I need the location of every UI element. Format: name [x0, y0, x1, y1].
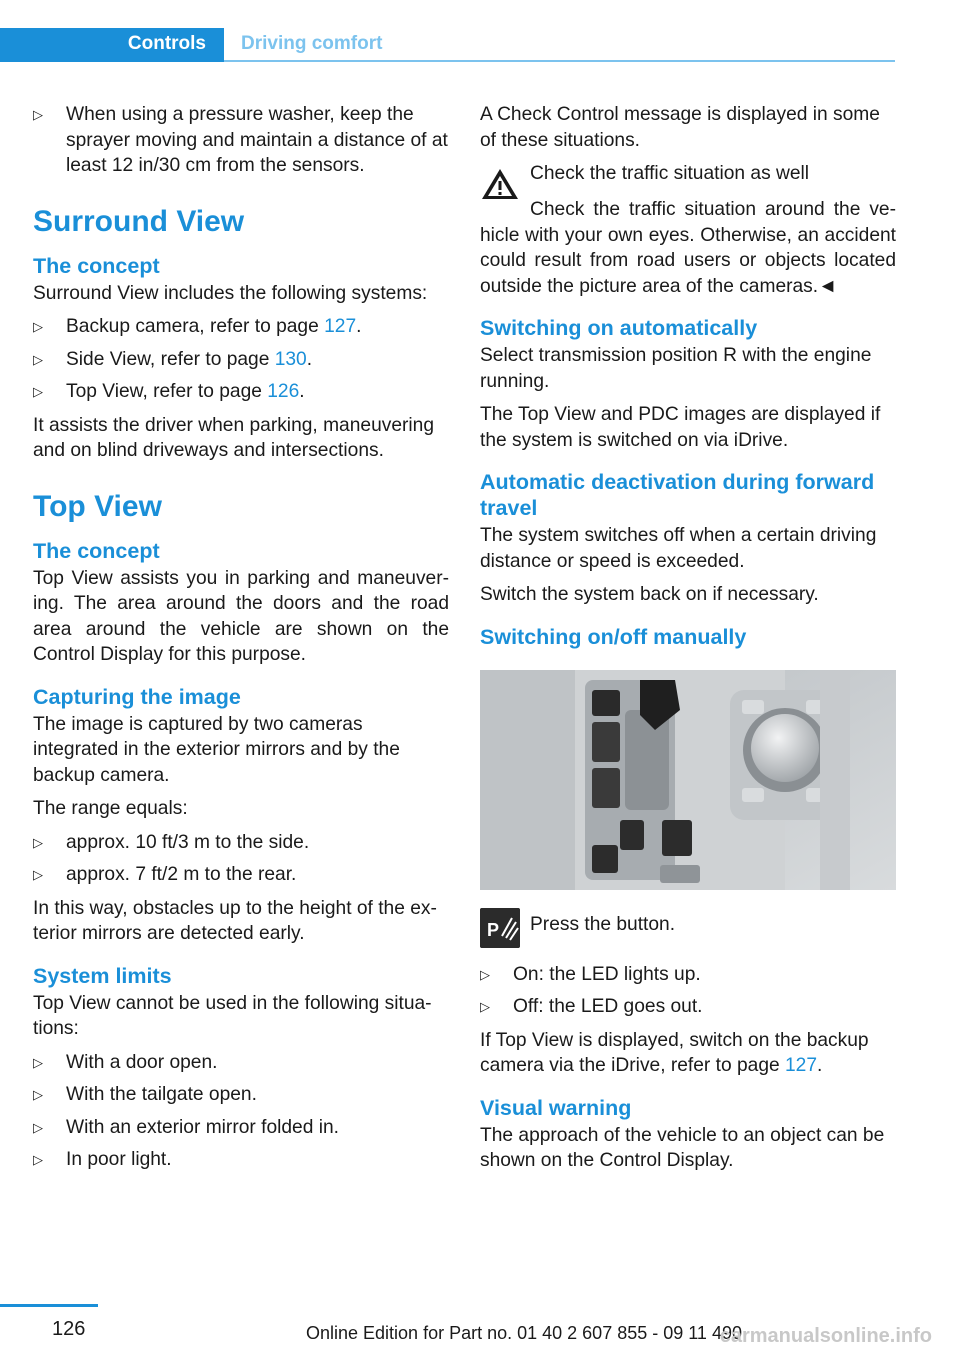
header-divider [224, 60, 895, 62]
top-concept-heading: The concept [33, 538, 160, 563]
list-item: ▷ In poor light. [33, 1147, 449, 1173]
list-item: ▷ Backup camera, refer to page 127. [33, 314, 449, 340]
warning-body: Check the traffic situation around the ve-hicle with your own eyes. Otherwise, an accident could result from road users or objects located outside the picture area of the cameras.◄ [480, 199, 896, 297]
auto-off-text-1: The system switches off when a certain driving distance or speed is exceeded. [480, 525, 877, 572]
top-view-button-icon[interactable] [480, 908, 520, 948]
list-item: ▷ With an exterior mirror folded in. [33, 1115, 449, 1141]
range-list [33, 830, 449, 888]
page-link[interactable]: 127 [785, 1055, 818, 1076]
page-number: 126 [52, 1318, 86, 1340]
auto-on-text-1: Select transmission position R with the engine running. [480, 345, 872, 392]
auto-on-heading: Switching on automatically [480, 316, 758, 340]
list-item: ▷ Top View, refer to page 126. [33, 379, 449, 405]
range-label: The range equals: [33, 798, 188, 819]
button-instruction [480, 908, 896, 952]
limits-text: Top View cannot be used in the following situa-tions: [33, 992, 432, 1039]
list-item: ▷ Side View, refer to page 130. [33, 347, 449, 373]
header-tab-controls [0, 28, 224, 62]
manual-heading: Switching on/off manually [480, 624, 747, 649]
visual-warning-text: The approach of the vehicle to an object can be shown on the Control Display. [480, 1124, 885, 1171]
footer-rule [0, 1304, 98, 1307]
limits-list [33, 1050, 449, 1173]
auto-off-text-2: Switch the system back on if necessary. [480, 584, 819, 605]
check-control-text: A Check Control message is displayed in some of these situations. [480, 104, 880, 151]
list-item: ▷ approx. 7 ft/2 m to the rear. [33, 862, 449, 888]
capture-text: The image is captured by two cameras integrated in the exterior mirrors and by the backup camera. [33, 713, 400, 786]
press-button-text: Press the button. [530, 913, 676, 935]
auto-on-text-2: The Top View and PDC images are displayed if the system is switched on via iDrive. [480, 404, 881, 451]
capture-heading: Capturing the image [33, 684, 241, 709]
surround-assist-text: It assists the driver when parking, maneuvering and on blind driveways and intersections. [33, 414, 434, 461]
console-illustration [480, 670, 896, 890]
surround-systems-list [33, 314, 449, 405]
edition-text: Online Edition for Part no. 01 40 2 607 855 - 09 11 490 [306, 1323, 742, 1343]
header-section-title: Driving comfort [241, 33, 383, 54]
surround-intro: Surround View includes the following systems: [33, 282, 428, 304]
page-link[interactable]: 130 [274, 348, 307, 370]
right-column [480, 102, 896, 1182]
list-item: ▷ With the tailgate open. [33, 1082, 449, 1108]
led-list [480, 962, 896, 1020]
limits-heading: System limits [33, 963, 172, 988]
svg-text:P: P [487, 919, 500, 940]
left-column [33, 102, 449, 1181]
range-note: In this way, obstacles up to the height of the ex-terior mirrors are detected early. [33, 897, 437, 944]
page-link[interactable]: 126 [267, 381, 300, 402]
visual-warning-heading: Visual warning [480, 1095, 632, 1120]
page-link[interactable]: 127 [324, 316, 357, 337]
surround-concept-heading: The concept [33, 253, 160, 278]
auto-off-heading: Automatic deactivation during forward travel [480, 470, 875, 520]
list-item: ▷ On: the LED lights up. [480, 962, 896, 988]
surround-view-title: Surround View [33, 204, 245, 238]
list-item: ▷ When using a pressure washer, keep the sprayer moving and maintain a distance of at least 12 in/30 cm from the sensors. [33, 102, 449, 179]
intro-list [33, 102, 449, 179]
top-concept-text: Top View assists you in parking and maneuver-ing. The area around the doors and the road area around the vehicle are shown on the Control Display for this purpose. [33, 567, 449, 665]
watermark: carmanualsonline.info [719, 1325, 932, 1347]
warning-block [480, 161, 896, 211]
list-item: ▷ With a door open. [33, 1050, 449, 1076]
list-item: ▷ Off: the LED goes out. [480, 994, 896, 1020]
header-tab-label: Controls [127, 33, 206, 54]
warning-triangle-icon [480, 167, 520, 201]
top-view-title: Top View [33, 489, 162, 523]
warning-title: Check the traffic situation as well [530, 163, 810, 184]
list-item: ▷ approx. 10 ft/3 m to the side. [33, 830, 449, 856]
center-console-photo [480, 670, 896, 890]
backup-note: If Top View is displayed, switch on the backup camera via the iDrive, refer to page 127. [480, 1029, 869, 1076]
